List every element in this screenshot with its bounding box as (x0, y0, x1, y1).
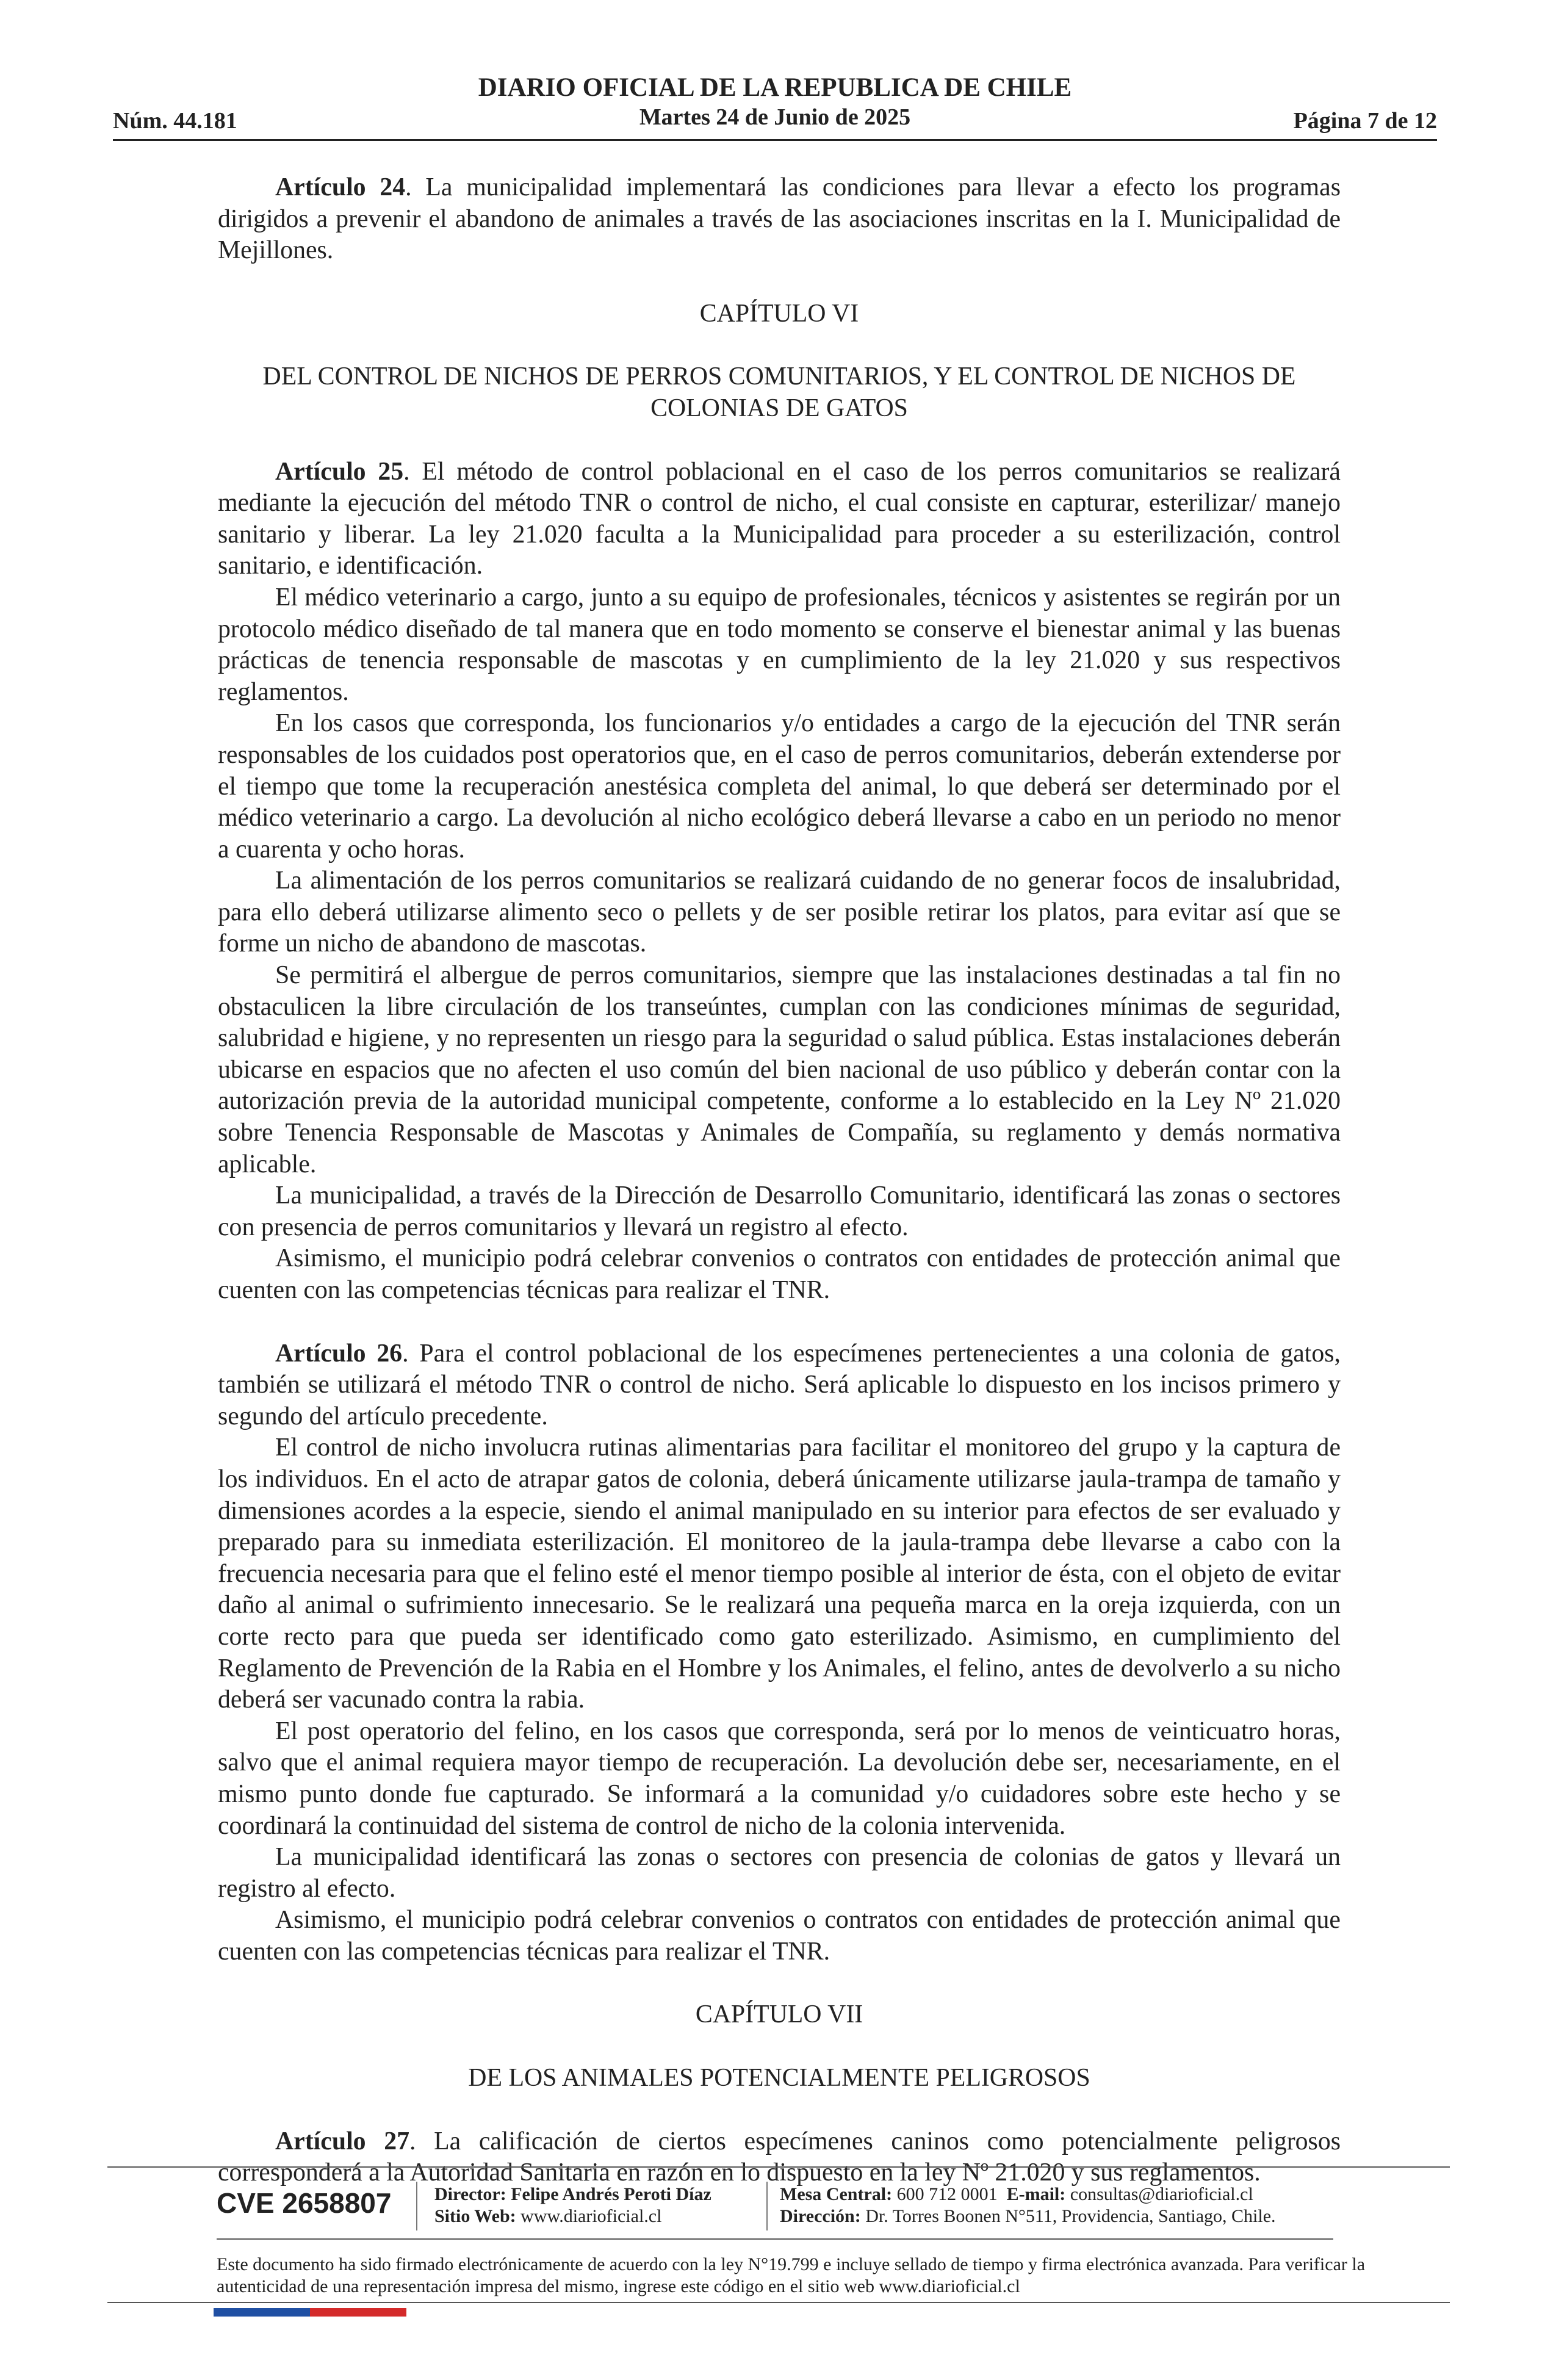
email-label: E-mail: (1006, 2184, 1066, 2204)
chapter-title: DEL CONTROL DE NICHOS DE PERROS COMUNITARIOS, Y EL CONTROL DE NICHOS DE COLONIAS DE GATOS (262, 362, 1296, 422)
chapter-heading: CAPÍTULO VII (695, 2000, 863, 2029)
website-label: Sitio Web: (434, 2206, 516, 2226)
publication-title: DIARIO OFICIAL DE LA REPUBLICA DE CHILE (478, 73, 1072, 102)
article-label: Artículo 27 (275, 2127, 410, 2155)
chapter-heading: CAPÍTULO VI (699, 299, 859, 328)
phone-number: 600 712 0001 (896, 2184, 998, 2204)
signature-notice: Este documento ha sido firmado electrónicamente de acuerdo con la ley N°19.799 e incluye sellado de tiempo y firma electrónica avanzada. Para verificar la autenticidad de una representación impresa del mismo, ingrese este código en el sitio web www.diarioficial.cl (217, 2254, 1366, 2296)
article-text: . El método de control poblacional en el caso de los perros comunitarios se realizará mediante la ejecución del método TNR o control de nicho, el cual consiste en capturar, esterilizar/ manejo sanitario y liberar. La ley 21.020 faculta a la Municipalidad para proceder a su esterilización, control sanitario, e identificación. (218, 457, 1341, 580)
paragraph: La municipalidad identificará las zonas o sectores con presencia de colonias de gatos y llevará un registro al efecto. (218, 1843, 1341, 1903)
director-label: Director: (434, 2184, 506, 2204)
contact-info (780, 2183, 1276, 2227)
flag-color-bar (214, 2308, 406, 2317)
paragraph: El post operatorio del felino, en los casos que corresponda, será por lo menos de veinticuatro horas, salvo que el animal requiera mayor tiempo de recuperación. La devolución debe ser, necesariamente, en el mismo punto donde fue capturado. Se informará a la comunidad y/o cuidadores sobre este hecho y se coordinará la continuidad del sistema de control de nicho de la colonia intervenida. (218, 1717, 1341, 1840)
paragraph: La municipalidad, a través de la Dirección de Desarrollo Comunitario, identificará las zonas o sectores con presencia de perros comunitarios y llevará un registro al efecto. (218, 1181, 1341, 1241)
footer-divider (107, 2166, 1450, 2168)
article-25 (218, 456, 1341, 582)
paragraph: Asimismo, el municipio podrá celebrar convenios o contratos con entidades de protección animal que cuenten con las competencias técnicas para realizar el TNR. (218, 1244, 1341, 1304)
paragraph: Asimismo, el municipio podrá celebrar convenios o contratos con entidades de protección animal que cuenten con las competencias técnicas para realizar el TNR. (218, 1906, 1341, 1966)
page-number: Página 7 de 12 (1293, 108, 1437, 134)
director-info (434, 2183, 711, 2227)
article-text: . La municipalidad implementará las condiciones para llevar a efecto los programas dirigidos a prevenir el abandono de animales a través de las asociaciones inscritas en la I. Municipalidad de Mejillones. (218, 173, 1341, 265)
paragraph: El médico veterinario a cargo, junto a su equipo de profesionales, técnicos y asistentes se regirán por un protocolo médico diseñado de tal manera que en todo momento se conserve el bienestar animal y las buenas prácticas de tenencia responsable de mascotas y en cumplimiento de la ley 21.020 y sus respectivos reglamentos. (218, 583, 1341, 706)
paragraph: En los casos que corresponda, los funcionarios y/o entidades a cargo de la ejecución del TNR serán responsables de los cuidados post operatorios que, en el caso de perros comunitarios, deberán extenderse por el tiempo que tome la recuperación anestésica completa del animal, lo que deberá ser determinado por el médico veterinario a cargo. La devolución al nicho ecológico deberá llevarse a cabo en un periodo no menor a cuarenta y ocho horas. (218, 709, 1341, 864)
flag-blue-segment (214, 2308, 310, 2317)
article-27 (218, 2126, 1341, 2189)
article-label: Artículo 26 (275, 1339, 403, 1368)
article-text: . Para el control poblacional de los especímenes pertenecientes a una colonia de gatos, también se utilizará el método TNR o control de nicho. Será aplicable lo dispuesto en los incisos primero y segundo del artículo precedente. (218, 1339, 1341, 1430)
director-name: Felipe Andrés Peroti Díaz (511, 2184, 711, 2204)
header-divider (113, 139, 1437, 141)
article-label: Artículo 25 (275, 457, 404, 486)
paragraph: La alimentación de los perros comunitarios se realizará cuidando de no generar focos de insalubridad, para ello deberá utilizarse alimento seco o pellets y de ser posible retirar los platos, para evitar así que se forme un nicho de abandono de mascotas. (218, 867, 1341, 958)
footer-separator (766, 2182, 768, 2230)
flag-red-segment (310, 2308, 406, 2317)
website-link[interactable]: www.diarioficial.cl (520, 2206, 662, 2226)
publication-date: Martes 24 de Junio de 2025 (639, 104, 911, 130)
document-body (218, 172, 1341, 2189)
address: Dr. Torres Boonen N°511, Providencia, Santiago, Chile. (865, 2206, 1276, 2226)
page-header (113, 73, 1437, 142)
paragraph: Se permitirá el albergue de perros comunitarios, siempre que las instalaciones destinadas a tal fin no obstaculicen la libre circulación de los transeúntes, cumplan con las condiciones mínimas de seguridad, salubridad e higiene, y no representen un riesgo para la seguridad o salud pública. Estas instalaciones deberán ubicarse en espacios que no afecten el uso común del bien nacional de uso público y deberán contar con la autorización previa de la autoridad municipal competente, conforme a lo establecido en la Ley Nº 21.020 sobre Tenencia Responsable de Mascotas y Animales de Compañía, su reglamento y demás normativa aplicable. (218, 961, 1341, 1178)
article-label: Artículo 24 (275, 173, 406, 201)
email-link[interactable]: consultas@diarioficial.cl (1070, 2184, 1253, 2204)
article-text: . La calificación de ciertos especímenes caninos como potencialmente peligrosos corresponderá a la Autoridad Sanitaria en razón en lo dispuesto en la ley Nº 21.020 y sus reglamentos. (218, 2127, 1341, 2187)
footer-inner-divider (217, 2238, 1333, 2240)
article-26 (218, 1338, 1341, 1433)
phone-label: Mesa Central: (780, 2184, 893, 2204)
chapter-title: DE LOS ANIMALES POTENCIALMENTE PELIGROSOS (468, 2064, 1090, 2093)
masthead (113, 73, 1437, 132)
issue-number: Núm. 44.181 (113, 108, 237, 134)
address-label: Dirección: (780, 2206, 861, 2226)
footer-bottom-divider (107, 2302, 1450, 2303)
cve-code: CVE 2658807 (217, 2187, 392, 2219)
article-24 (218, 172, 1341, 267)
footer-separator (416, 2182, 417, 2230)
paragraph: El control de nicho involucra rutinas alimentarias para facilitar el monitoreo del grupo y la captura de los individuos. En el acto de atrapar gatos de colonia, deberá únicamente utilizarse jaula-trampa de tamaño y dimensiones acordes a la especie, siendo el animal manipulado en su interior para efectos de ser evaluado y preparado para su inmediata esterilización. El monitoreo de la jaula-trampa debe llevarse a cabo con la frecuencia necesaria para que el felino esté el menor tiempo posible al interior de ésta, con el objeto de evitar daño al animal o sufrimiento innecesario. Se le realizará una pequeña marca en la oreja izquierda, con un corte recto para que pueda ser identificado como gato esterilizado. Asimismo, en cumplimiento del Reglamento de Prevención de la Rabia en el Hombre y los Animales, el felino, antes de devolverlo a su nicho deberá ser vacunado contra la rabia. (218, 1433, 1341, 1714)
